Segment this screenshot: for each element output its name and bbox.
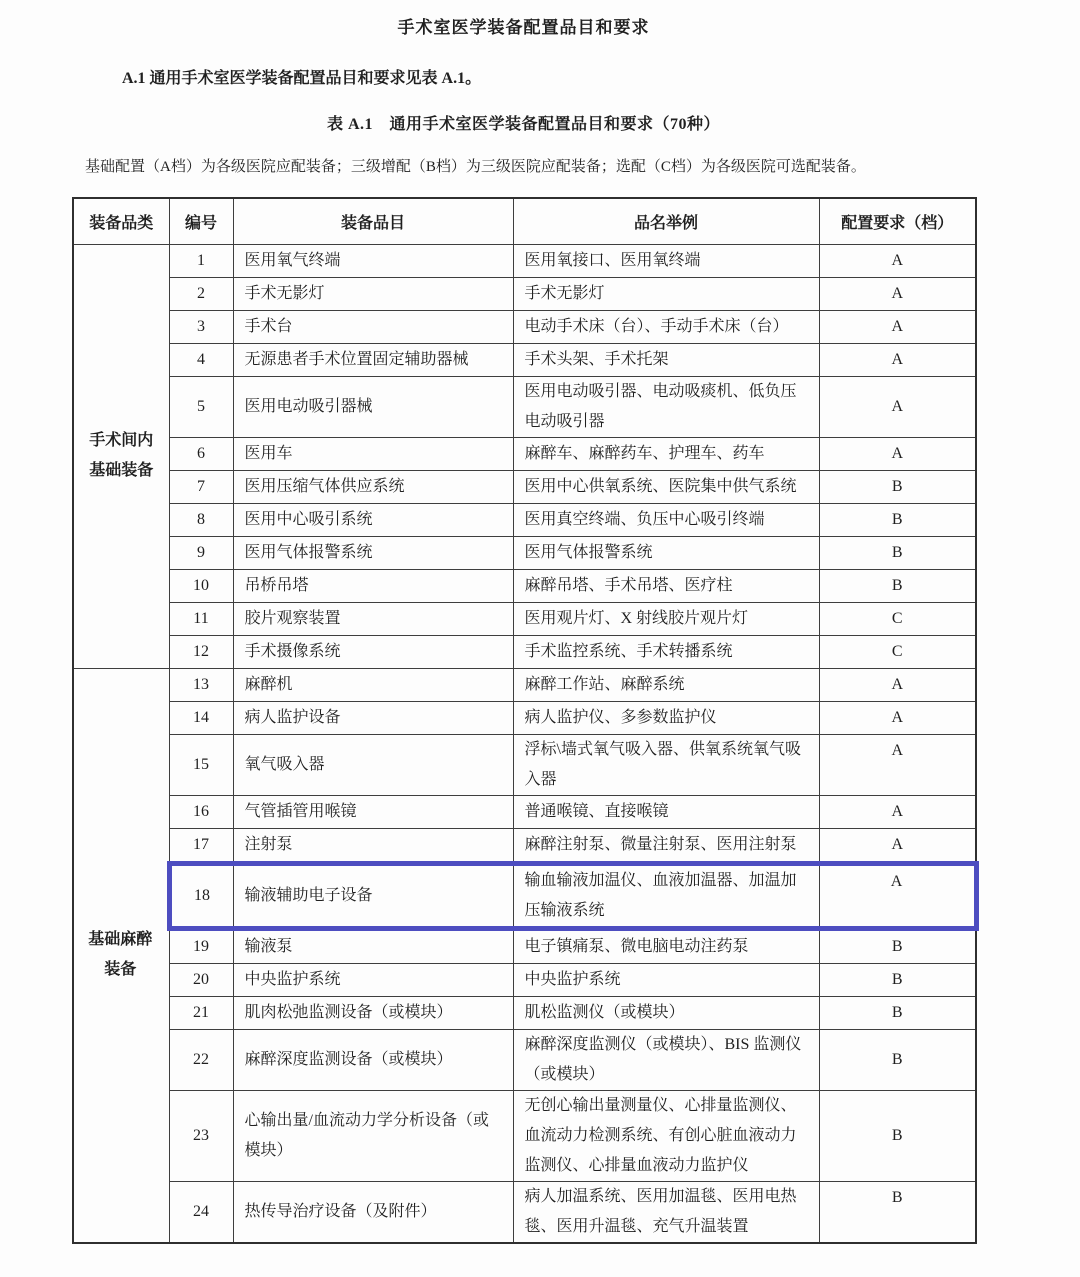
table-row <box>73 734 976 795</box>
grade-cell: A <box>819 795 976 828</box>
table-row <box>73 1029 976 1090</box>
equipment-table <box>72 197 979 1244</box>
table-row <box>73 795 976 828</box>
examples-cell: 普通喉镜、直接喉镜 <box>513 795 819 828</box>
table-row <box>73 470 976 503</box>
item-name-cell: 胶片观察装置 <box>233 602 513 635</box>
table-row <box>73 635 976 668</box>
examples-cell: 无创心输出量测量仪、心排量监测仪、血流动力检测系统、有创心脏血液动力监测仪、心排量血液动力监护仪 <box>513 1090 819 1181</box>
row-number-cell: 4 <box>169 343 233 376</box>
row-number-cell: 20 <box>169 963 233 996</box>
header-category: 装备品类 <box>73 198 169 244</box>
examples-cell: 麻醉工作站、麻醉系统 <box>513 668 819 701</box>
grade-cell: A <box>819 343 976 376</box>
table-row <box>73 437 976 470</box>
row-number-cell: 3 <box>169 310 233 343</box>
grade-cell: B <box>819 963 976 996</box>
examples-cell: 病人加温系统、医用加温毯、医用电热毯、医用升温毯、充气升温装置 <box>513 1181 819 1243</box>
grade-cell: A <box>819 244 976 277</box>
grade-cell: A <box>819 668 976 701</box>
item-name-cell: 病人监护设备 <box>233 701 513 734</box>
header-grade: 配置要求（档） <box>819 198 976 244</box>
item-name-cell: 麻醉深度监测设备（或模块） <box>233 1029 513 1090</box>
grade-cell: B <box>819 1090 976 1181</box>
table-row <box>73 376 976 437</box>
item-name-cell: 医用电动吸引器械 <box>233 376 513 437</box>
examples-cell: 医用氧接口、医用氧终端 <box>513 244 819 277</box>
examples-cell: 电动手术床（台）、手动手术床（台） <box>513 310 819 343</box>
item-name-cell: 中央监护系统 <box>233 963 513 996</box>
item-name-cell: 医用气体报警系统 <box>233 536 513 569</box>
row-number-cell: 19 <box>169 928 233 963</box>
table-row <box>73 244 976 277</box>
examples-cell: 浮标\墙式氧气吸入器、供氧系统氧气吸入器 <box>513 734 819 795</box>
examples-cell: 肌松监测仪（或模块） <box>513 996 819 1029</box>
header-row <box>73 198 976 244</box>
examples-cell: 医用电动吸引器、电动吸痰机、低负压电动吸引器 <box>513 376 819 437</box>
row-number-cell: 23 <box>169 1090 233 1181</box>
grade-cell: A <box>819 701 976 734</box>
examples-cell: 医用中心供氧系统、医院集中供气系统 <box>513 470 819 503</box>
grade-cell: B <box>819 1029 976 1090</box>
examples-cell: 医用气体报警系统 <box>513 536 819 569</box>
item-name-cell: 吊桥吊塔 <box>233 569 513 602</box>
header-examples: 品名举例 <box>513 198 819 244</box>
grade-cell: C <box>819 635 976 668</box>
grade-cell: A <box>819 828 976 863</box>
examples-cell: 麻醉注射泵、微量注射泵、医用注射泵 <box>513 828 819 863</box>
grade-cell: B <box>819 536 976 569</box>
examples-cell: 医用真空终端、负压中心吸引终端 <box>513 503 819 536</box>
examples-cell: 病人监护仪、多参数监护仪 <box>513 701 819 734</box>
row-number-cell: 7 <box>169 470 233 503</box>
row-number-cell: 8 <box>169 503 233 536</box>
table-row <box>73 928 976 963</box>
row-number-cell: 24 <box>169 1181 233 1243</box>
row-number-cell: 21 <box>169 996 233 1029</box>
table-row <box>73 828 976 863</box>
item-name-cell: 气管插管用喉镜 <box>233 795 513 828</box>
table-row <box>73 963 976 996</box>
row-number-cell: 16 <box>169 795 233 828</box>
row-number-cell: 14 <box>169 701 233 734</box>
item-name-cell: 手术摄像系统 <box>233 635 513 668</box>
row-number-cell: 17 <box>169 828 233 863</box>
examples-cell: 手术监控系统、手术转播系统 <box>513 635 819 668</box>
examples-cell: 麻醉车、麻醉药车、护理车、药车 <box>513 437 819 470</box>
item-name-cell: 无源患者手术位置固定辅助器械 <box>233 343 513 376</box>
table-row <box>73 310 976 343</box>
highlighted-row <box>73 863 976 928</box>
item-name-cell: 肌肉松弛监测设备（或模块） <box>233 996 513 1029</box>
row-number-cell: 1 <box>169 244 233 277</box>
grade-cell: B <box>819 1181 976 1243</box>
grade-cell: A <box>819 863 976 928</box>
table-row <box>73 503 976 536</box>
grade-cell: A <box>819 310 976 343</box>
grade-cell: B <box>819 928 976 963</box>
header-item: 装备品目 <box>233 198 513 244</box>
item-name-cell: 麻醉机 <box>233 668 513 701</box>
table-row <box>73 1090 976 1181</box>
row-number-cell: 18 <box>169 863 233 928</box>
examples-cell: 麻醉吊塔、手术吊塔、医疗柱 <box>513 569 819 602</box>
item-name-cell: 医用压缩气体供应系统 <box>233 470 513 503</box>
row-number-cell: 13 <box>169 668 233 701</box>
category-cell: 基础麻醉装备 <box>73 668 169 1243</box>
category-cell: 手术间内基础装备 <box>73 244 169 668</box>
item-name-cell: 心输出量/血流动力学分析设备（或模块） <box>233 1090 513 1181</box>
item-name-cell: 注射泵 <box>233 828 513 863</box>
grade-cell: B <box>819 503 976 536</box>
item-name-cell: 输液泵 <box>233 928 513 963</box>
item-name-cell: 手术无影灯 <box>233 277 513 310</box>
table-row <box>73 343 976 376</box>
examples-cell: 电子镇痛泵、微电脑电动注药泵 <box>513 928 819 963</box>
table-caption: 表 A.1 通用手术室医学装备配置品目和要求（70种） <box>326 116 721 133</box>
row-number-cell: 2 <box>169 277 233 310</box>
table-row <box>73 701 976 734</box>
row-number-cell: 5 <box>169 376 233 437</box>
row-number-cell: 10 <box>169 569 233 602</box>
row-number-cell: 15 <box>169 734 233 795</box>
item-name-cell: 医用中心吸引系统 <box>233 503 513 536</box>
intro-paragraph: A.1 通用手术室医学装备配置品目和要求见表 A.1。 <box>122 70 482 87</box>
item-name-cell: 氧气吸入器 <box>233 734 513 795</box>
examples-cell: 医用观片灯、X 射线胶片观片灯 <box>513 602 819 635</box>
examples-cell: 手术头架、手术托架 <box>513 343 819 376</box>
grade-cell: B <box>819 996 976 1029</box>
row-number-cell: 22 <box>169 1029 233 1090</box>
grade-cell: A <box>819 734 976 795</box>
table-row <box>73 536 976 569</box>
item-name-cell: 医用氧气终端 <box>233 244 513 277</box>
row-number-cell: 12 <box>169 635 233 668</box>
grade-cell: A <box>819 376 976 437</box>
item-name-cell: 手术台 <box>233 310 513 343</box>
table-row <box>73 1181 976 1243</box>
row-number-cell: 9 <box>169 536 233 569</box>
table-row <box>73 996 976 1029</box>
examples-cell: 中央监护系统 <box>513 963 819 996</box>
table-row <box>73 602 976 635</box>
examples-cell: 手术无影灯 <box>513 277 819 310</box>
grade-cell: B <box>819 569 976 602</box>
document-content <box>72 0 975 1244</box>
row-number-cell: 6 <box>169 437 233 470</box>
table-row <box>73 277 976 310</box>
item-name-cell: 热传导治疗设备（及附件） <box>233 1181 513 1243</box>
table-row <box>73 668 976 701</box>
table-row <box>73 569 976 602</box>
table-note: 基础配置（A档）为各级医院应配装备；三级增配（B档）为三级医院应配装备；选配（C档）为各级医院可选配装备。 <box>85 159 866 175</box>
item-name-cell: 医用车 <box>233 437 513 470</box>
grade-cell: C <box>819 602 976 635</box>
grade-cell: A <box>819 277 976 310</box>
grade-cell: A <box>819 437 976 470</box>
table-header <box>73 198 976 244</box>
header-number: 编号 <box>169 198 233 244</box>
examples-cell: 输血输液加温仪、血液加温器、加温加压输液系统 <box>513 863 819 928</box>
row-number-cell: 11 <box>169 602 233 635</box>
table-body <box>73 244 976 1243</box>
examples-cell: 麻醉深度监测仪（或模块）、BIS 监测仪（或模块） <box>513 1029 819 1090</box>
grade-cell: B <box>819 470 976 503</box>
item-name-cell: 输液辅助电子设备 <box>233 863 513 928</box>
page-title: 手术室医学装备配置品目和要求 <box>397 18 650 37</box>
